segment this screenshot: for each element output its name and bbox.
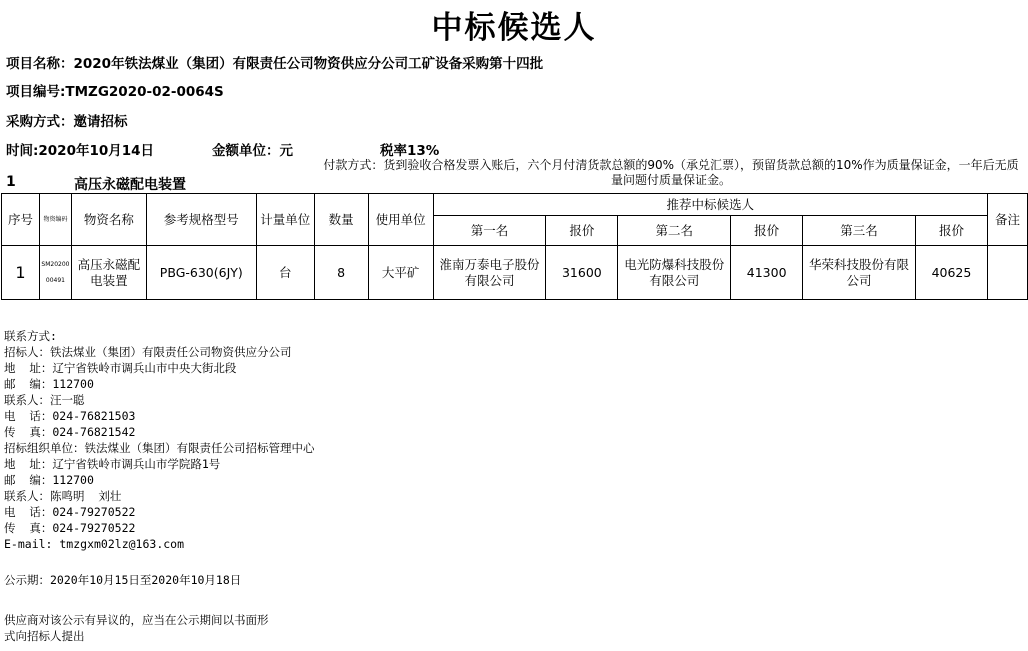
cell-second: 电光防爆科技股份有限公司 (618, 246, 731, 300)
header-material-name: 物资名称 (71, 194, 146, 246)
cell-material-name: 高压永磁配电装置 (71, 246, 146, 300)
agency-address: 地 址：辽宁省铁岭市调兵山市学院路1号 (4, 457, 221, 471)
cell-seq: 1 (2, 246, 40, 300)
header-material-code: 物资编码 (39, 194, 71, 246)
cell-user-unit: 大平矿 (368, 246, 433, 300)
objection-line-2: 式向招标人提出 (4, 629, 85, 643)
header-first: 第一名 (433, 216, 546, 246)
header-recommended: 推荐中标候选人 (433, 194, 987, 216)
agency-email: E-mail: tmzgxm02lz@163.com (4, 537, 185, 551)
tenderer: 招标人：铁法煤业（集团）有限责任公司物资供应分公司 (4, 345, 292, 359)
currency-unit: 金额单位：元 (212, 143, 293, 159)
cell-spec: PBG-630(6JY) (146, 246, 256, 300)
header-seq: 序号 (2, 194, 40, 246)
publicity-period: 公示期：2020年10月15日至2020年10月18日 (4, 573, 242, 587)
announcement-date: 时间:2020年10月14日 (6, 143, 155, 159)
objection-line-1: 供应商对该公示有异议的，应当在公示期间以书面形 (4, 613, 269, 627)
header-price1: 报价 (546, 216, 618, 246)
cell-price2: 41300 (731, 246, 803, 300)
item-name: 高压永磁配电装置 (74, 177, 186, 193)
cell-price1: 31600 (546, 246, 618, 300)
agency-postcode: 邮 编：112700 (4, 473, 94, 487)
agency-phone: 电 话：024-79270522 (4, 505, 136, 519)
tender-agency: 招标组织单位：铁法煤业（集团）有限责任公司招标管理中心 (4, 441, 315, 455)
cell-first: 淮南万泰电子股份有限公司 (433, 246, 546, 300)
procurement-method: 采购方式：邀请招标 (6, 114, 128, 130)
tenderer-contact-person: 联系人：汪一聪 (4, 393, 85, 407)
header-third: 第三名 (803, 216, 916, 246)
cell-material-code: SM2020000491 (39, 246, 71, 300)
header-spec: 参考规格型号 (146, 194, 256, 246)
candidate-table (1, 193, 1028, 300)
tax-rate: 税率13% (380, 143, 440, 159)
agency-fax: 传 真：024-79270522 (4, 521, 136, 535)
contact-heading: 联系方式: (4, 329, 57, 343)
agency-contact-person: 联系人：陈鸣明 刘壮 (4, 489, 122, 503)
header-price3: 报价 (915, 216, 987, 246)
contact-section (4, 328, 315, 552)
cell-price3: 40625 (915, 246, 987, 300)
item-number: 1 (6, 174, 16, 190)
header-user-unit: 使用单位 (368, 194, 433, 246)
page-title: 中标候选人 (431, 10, 597, 46)
header-qty: 数量 (314, 194, 368, 246)
header-unit: 计量单位 (256, 194, 314, 246)
cell-qty: 8 (314, 246, 368, 300)
tenderer-postcode: 邮 编：112700 (4, 377, 94, 391)
header-remark: 备注 (987, 194, 1027, 246)
tenderer-fax: 传 真：024-76821542 (4, 425, 136, 439)
project-number: 项目编号:TMZG2020-02-0064S (6, 84, 224, 100)
payment-terms: 付款方式：货到验收合格发票入账后，六个月付清货款总额的90%（承兑汇票），预留货款总额的10%作为质量保证金，一年后无质量问题付质量保证金。 (323, 158, 1019, 187)
table-header-row (2, 194, 1028, 216)
tenderer-address: 地 址：辽宁省铁岭市调兵山市中央大街北段 (4, 361, 237, 375)
tenderer-phone: 电 话：024-76821503 (4, 409, 136, 423)
table-row (2, 246, 1028, 300)
cell-third: 华荣科技股份有限公司 (803, 246, 916, 300)
project-name: 项目名称：2020年铁法煤业（集团）有限责任公司物资供应分公司工矿设备采购第十四批 (6, 56, 544, 72)
header-second: 第二名 (618, 216, 731, 246)
cell-remark (987, 246, 1027, 300)
header-price2: 报价 (731, 216, 803, 246)
cell-unit: 台 (256, 246, 314, 300)
